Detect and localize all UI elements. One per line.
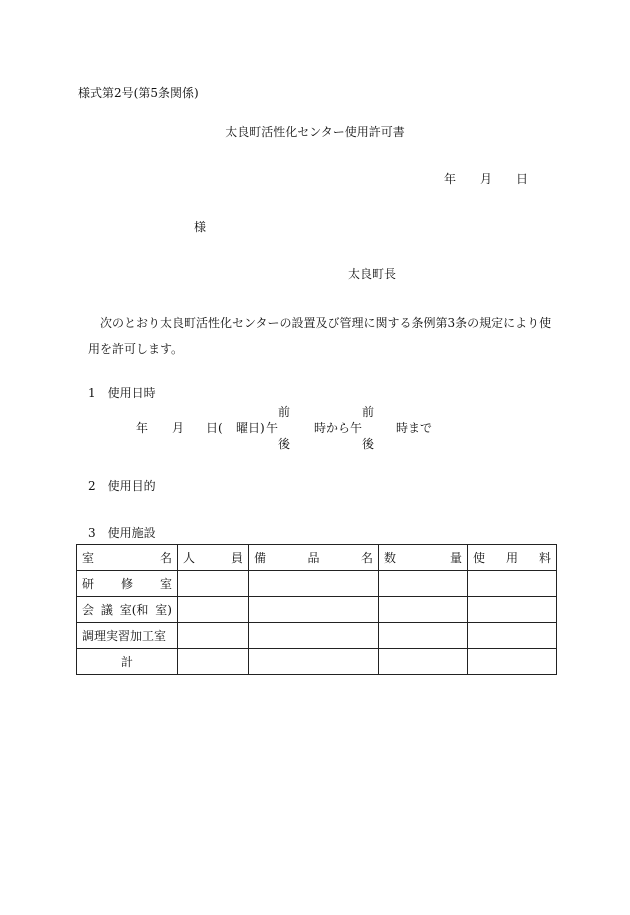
cell-fee xyxy=(468,649,557,675)
section2-heading: 2 使用目的 xyxy=(88,479,156,493)
table-row xyxy=(77,597,557,623)
cell-quantity xyxy=(379,571,468,597)
time-from: 時から xyxy=(314,421,351,435)
addressee-suffix: 様 xyxy=(194,220,207,234)
use-weekday: 曜日) xyxy=(236,421,265,435)
table-row xyxy=(77,571,557,597)
pm-label-2: 後 xyxy=(362,437,375,451)
use-day: 日( xyxy=(206,421,223,435)
section1-heading: 1 使用日時 xyxy=(88,386,156,400)
issuer: 太良町長 xyxy=(348,267,397,281)
table-total-row xyxy=(77,649,557,675)
cell-fee xyxy=(468,597,557,623)
form-label: 様式第2号(第5条関係) xyxy=(78,86,199,100)
am-label-1: 前 xyxy=(278,405,291,419)
cell-people xyxy=(178,623,249,649)
cell-quantity xyxy=(379,649,468,675)
header-room: 室 名 xyxy=(77,545,178,571)
cell-quantity xyxy=(379,623,468,649)
total-label: 計 xyxy=(77,649,178,675)
pm-label-1: 後 xyxy=(278,437,291,451)
cell-people xyxy=(178,571,249,597)
cell-equipment xyxy=(249,597,379,623)
cell-fee xyxy=(468,623,557,649)
cell-quantity xyxy=(379,597,468,623)
table-header-row xyxy=(77,545,557,571)
document-title: 太良町活性化センター使用許可書 xyxy=(225,125,405,139)
header-equipment: 備 品 名 xyxy=(249,545,379,571)
am-label-2: 前 xyxy=(362,405,375,419)
cell-equipment xyxy=(249,649,379,675)
date-month: 月 xyxy=(480,172,493,186)
date-year: 年 xyxy=(444,172,457,186)
table-row xyxy=(77,623,557,649)
body-line-2: 用を許可します。 xyxy=(88,342,184,356)
noon-label-2: 午 xyxy=(350,421,363,435)
room-cooking: 調理実習加工室 xyxy=(77,623,178,649)
noon-label-1: 午 xyxy=(266,421,279,435)
section3-heading: 3 使用施設 xyxy=(88,526,156,540)
cell-people xyxy=(178,597,249,623)
header-fee: 使 用 料 xyxy=(468,545,557,571)
use-year: 年 xyxy=(136,421,149,435)
room-training: 研 修 室 xyxy=(77,571,178,597)
use-month: 月 xyxy=(172,421,185,435)
header-quantity: 数 量 xyxy=(379,545,468,571)
cell-equipment xyxy=(249,623,379,649)
date-day: 日 xyxy=(516,172,529,186)
room-meeting: 会 議 室(和 室) xyxy=(77,597,178,623)
header-people: 人 員 xyxy=(178,545,249,571)
time-until: 時まで xyxy=(396,421,433,435)
facility-table xyxy=(76,544,557,675)
cell-equipment xyxy=(249,571,379,597)
body-line-1: 次のとおり太良町活性化センターの設置及び管理に関する条例第3条の規定により使 xyxy=(100,316,552,330)
cell-fee xyxy=(468,571,557,597)
cell-people xyxy=(178,649,249,675)
